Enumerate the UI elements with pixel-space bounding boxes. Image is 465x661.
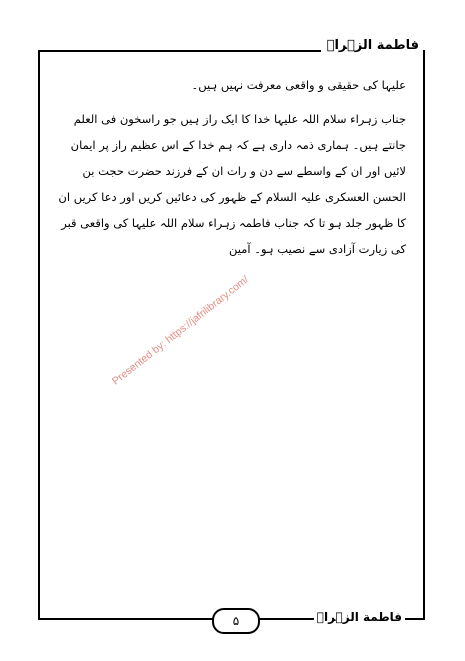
page-number: ۵ [212,608,260,634]
watermark: Presented by: https://jafrilibrary.com/ [110,273,252,388]
lead-line: علیہا کی حقیقی و واقعی معرفت نہیں ہیں۔ [191,78,406,92]
frame-right-border [423,50,425,620]
body-paragraph: جناب زہراء سلام اللہ علیہا خدا کا ایک راز ہیں جو راسخون فی العلم جانتے ہیں۔ ہماری ذمہ داری ہے کہ ہم خدا کے اس عظیم راز پر ایمان لائیں اور ان کے واسطے سے دن و رات ان کے فرزند حضرت حجت بن الحسن العسکری علیہ السلام کے ظہور کی دعائیں کریں اور دعا کریں ان کا ظہور جلد ہو تا کہ جناب فاطمہ زہراء سلام اللہ علیہا کی واقعی قبر کی زیارت آزادی سے نصیب ہو۔ آمین [58,112,406,256]
header-title: فاطمة الزہراؑ [323,38,423,53]
frame-left-border [38,50,40,620]
footer-title: فاطمة الزہراؑ [314,610,405,624]
frame-top-border [38,50,321,52]
page-content [58,72,406,268]
